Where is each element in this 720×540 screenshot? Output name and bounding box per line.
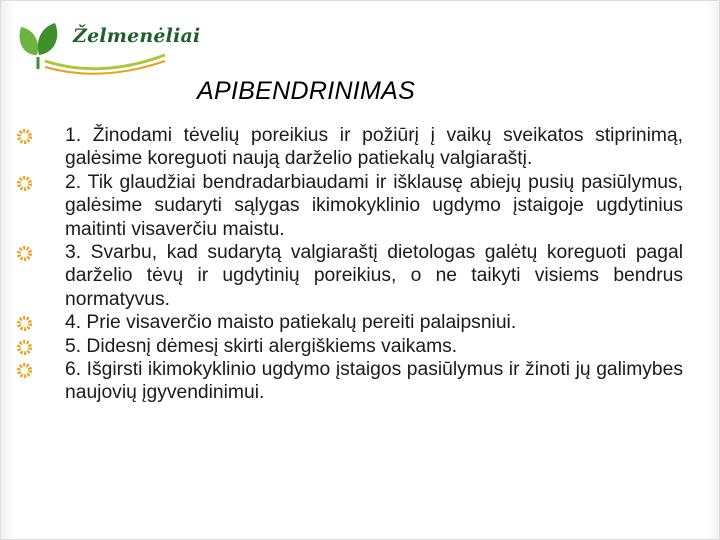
summary-list [17, 124, 683, 405]
page-title: APIBENDRINIMAS [197, 77, 416, 105]
gear-bullet-icon [17, 363, 32, 378]
list-item [17, 358, 683, 405]
list-item-text: 5. Didesnį dėmesį skirti alergiškiems vaikams. [65, 335, 458, 357]
list-item-text: 2. Tik glaudžiai bendradarbiaudami ir išklausę abiejų pusių pasiūlymus, galėsime sudaryti sąlygas ikimokyklinio ugdymo įstaigoje ugdytinius maitinti visaverčiu maistu. [65, 171, 683, 240]
list-item-text: 3. Svarbu, kad sudarytą valgiaraštį dietologas galėtų koreguoti pagal darželio tėvų ir ugdytinių poreikius, o ne taikyti visiems bendrus normatyvus. [65, 242, 683, 310]
gear-bullet-icon [17, 176, 32, 191]
list-item-text: 4. Prie visaverčio maisto patiekalų pereiti palaipsniui. [65, 312, 517, 334]
gear-bullet-icon [17, 246, 32, 261]
list-item [17, 124, 683, 171]
list-item [17, 335, 683, 358]
list-item [17, 241, 683, 311]
logo-name: Želmenėliai [73, 25, 201, 47]
list-item-text: 6. Išgirsti ikimokyklinio ugdymo įstaigos pasiūlymus ir žinoti jų galimybes naujovių įgyvendinimui. [65, 359, 683, 404]
list-item [17, 311, 683, 334]
kindergarten-logo [15, 11, 201, 77]
gear-bullet-icon [17, 129, 32, 144]
gear-bullet-icon [17, 340, 32, 355]
gear-bullet-icon [17, 316, 32, 331]
list-item [17, 171, 683, 241]
list-item-text: 1. Žinodami tėvelių poreikius ir požiūrį į vaikų sveikatos stiprinimą, galėsime koreguoti naują darželio patiekalų valgiaraštį. [65, 125, 683, 170]
